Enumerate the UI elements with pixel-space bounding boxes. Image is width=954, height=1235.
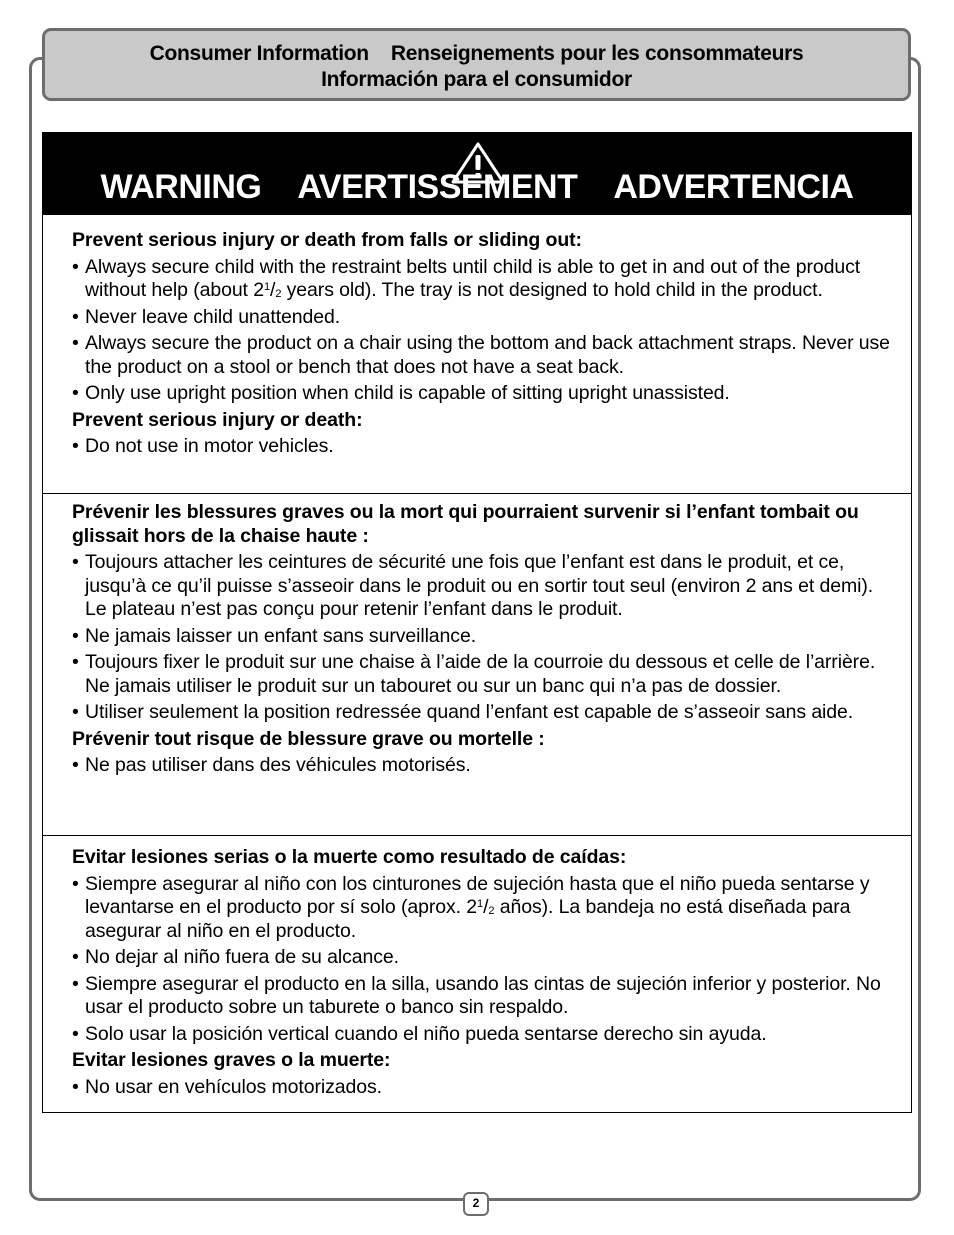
spanish-heading-injury: Evitar lesiones graves o la muerte: <box>72 1049 391 1071</box>
french-bullet-restraint: • Toujours attacher les ceintures de sécurité une fois que l’enfant est dans le produit, et ce, jusqu’à ce qu’il puisse s’asseoir dans le produit ou en sortir tout seul (environ 2 ans et demi). Le plateau n’est pas conçu pour retenir l’enfant dans le produit. <box>72 551 899 622</box>
page-number: 2 <box>463 1192 489 1216</box>
warning-banner <box>43 133 911 215</box>
english-bullet-list-2 <box>72 435 899 459</box>
english-section <box>43 215 911 493</box>
french-heading-injury: Prévenir tout risque de blessure grave ou mortelle : <box>72 727 545 750</box>
header-title-en: Consumer Information <box>149 42 369 65</box>
french-bullet-unattended: • Ne jamais laisser un enfant sans surveillance. <box>72 625 899 649</box>
french-section <box>43 493 911 835</box>
english-bullet-restraint-part-2: years old). The tray is not designed to hold child in the product. <box>281 279 823 301</box>
english-bullet-unattended: • Never leave child unattended. <box>72 306 899 330</box>
spanish-bullet-list-1 <box>72 873 899 1047</box>
spanish-bullet-attach-chair: • Siempre asegurar el producto en la silla, usando las cintas de sujeción inferior y posterior. No usar el producto sobre un taburete o banco sin respaldo. <box>72 973 899 1020</box>
header-title-es: Información para el consumidor <box>321 68 632 91</box>
french-bullet-upright: • Utiliser seulement la position redressée quand l’enfant est capable de s’asseoir sans aide. <box>72 701 899 725</box>
spanish-bullet-unattended: • No dejar al niño fuera de su alcance. <box>72 946 899 970</box>
header-title-fr: Renseignements pour les consommateurs <box>390 42 804 65</box>
french-bullet-vehicles: • Ne pas utiliser dans des véhicules motorisés. <box>72 754 899 778</box>
french-bullet-list-2 <box>72 754 899 778</box>
fraction-denominator: 2 <box>275 288 282 300</box>
spanish-bullet-upright: • Solo usar la posición vertical cuando el niño pueda sentarse derecho sin ayuda. <box>72 1023 899 1047</box>
spanish-bullet-restraint <box>72 873 899 944</box>
spanish-section <box>43 835 911 1113</box>
fraction-numerator: 1 <box>477 898 484 910</box>
warning-title-es: ADVERTENCIA <box>613 168 854 206</box>
english-bullet-vehicles: • Do not use in motor vehicles. <box>72 435 899 459</box>
english-bullet-attach-chair: • Always secure the product on a chair using the bottom and back attachment straps. Never use the product on a stool or bench that does not have a seat back. <box>72 332 899 379</box>
header-line-2 <box>45 67 908 93</box>
fraction-slash: / <box>269 279 276 301</box>
spanish-heading-falls: Evitar lesiones serias o la muerte como resultado de caídas: <box>72 846 627 868</box>
english-heading-falls: Prevent serious injury or death from falls or sliding out: <box>72 229 582 251</box>
english-bullet-restraint <box>72 256 899 303</box>
english-bullet-upright: • Only use upright position when child is capable of sitting upright unassisted. <box>72 382 899 406</box>
warning-title-en: WARNING <box>100 168 262 206</box>
spanish-bullet-list-2 <box>72 1076 899 1100</box>
warning-title <box>43 167 911 207</box>
spanish-bullet-vehicles: • No usar en vehículos motorizados. <box>72 1076 899 1100</box>
french-bullet-attach-chair: • Toujours fixer le produit sur une chaise à l’aide de la courroie du dessous et celle de l’arrière. Ne jamais utiliser le produit sur un tabouret ou sur un banc qui n’a pas de dossier. <box>72 651 899 698</box>
english-heading-injury: Prevent serious injury or death: <box>72 408 363 431</box>
english-bullet-restraint-part-1: Always secure child with the restraint belts until child is able to get in and out of the product without help (about 2 <box>85 255 861 301</box>
fraction-slash: / <box>483 896 489 918</box>
spanish-bullet-restraint-part-1: Siempre asegurar al niño con los cinturones de sujeción hasta que el niño pueda sentarse y levantarse en el producto por sí solo (aprox. 2 <box>85 872 870 918</box>
warning-title-fr: AVERTISSEMENT <box>297 168 578 206</box>
french-bullet-list-1 <box>72 551 899 725</box>
consumer-information-header <box>42 28 911 101</box>
french-heading-falls: Prévenir les blessures graves ou la mort qui pourraient survenir si l’enfant tombait ou glissait hors de la chaise haute : <box>72 501 859 547</box>
fraction-numerator: 1 <box>263 281 270 293</box>
header-line-1 <box>45 41 908 67</box>
fraction-denominator: 2 <box>488 905 495 917</box>
spanish-bullet-restraint-part-2: años). La bandeja no está diseñada para asegurar al niño en el producto. <box>85 896 851 942</box>
english-bullet-list-1 <box>72 256 899 406</box>
warning-box <box>42 132 912 1113</box>
